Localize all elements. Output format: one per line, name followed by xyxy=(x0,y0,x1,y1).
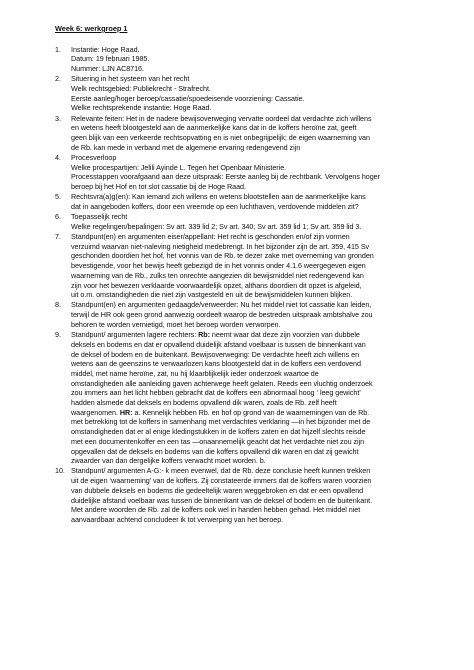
text-line: de deksel of bodem en de buitenkant. Bewijsoverweging: De verdachte heeft zich willens en xyxy=(71,349,360,359)
text-line: bevestigende, voor het bewijs heeft gebezigd de in het vonnis onder 4.1.6 weergegeven eigen xyxy=(71,261,366,271)
text-line: uit de eigen ‘waarneming’ van de koffers. Zij constateerde immers dat de koffers waren voorzien xyxy=(71,476,372,486)
text-line: wetens aan de geenszins te verwaarlozen kans blootgesteld dat in de koffers een verdovend xyxy=(71,359,361,369)
list-item-body xyxy=(71,212,445,231)
list-item-body xyxy=(71,114,445,153)
text-line: omstandigheden alle aanleiding gaven achterwege heeft gelaten. Reeds een vluchtig onderzoek xyxy=(71,378,373,388)
list-item-number: 10. xyxy=(55,466,65,476)
text-line: behoren te worden vernietigd, moet het beroep worden verworpen. xyxy=(71,319,281,329)
text-line: Welke regelingen/bepalingen: Sv art. 339 lid 2; Sv art. 340; Sv art. 359 lid 1; Sv art. 359 lid 3. xyxy=(71,221,362,231)
text-line: Met andere woorden de Rb. zal de koffers ook wel in handen hebben gehad. Het middel niet xyxy=(71,505,361,515)
text-line: de Rb. kan mede in verband met de algemene ervaring redengevend zijn xyxy=(71,142,301,152)
text-line: Procesverloop xyxy=(71,152,117,162)
list-item-body xyxy=(71,466,445,524)
text-line: Eerste aanleg/hoger beroep/cassatie/spoedeisende voorziening: Cassatie. xyxy=(71,93,305,103)
text-line: terwijl de HR ook geen grond aanwezig oordeelt waarop de bestreden uitspraak ambtshalve zou xyxy=(71,310,373,320)
list-item-body xyxy=(71,330,445,466)
list-item-number: 1. xyxy=(55,44,61,54)
list-item xyxy=(55,153,445,192)
text-line: met betrekking tot de koffers in samenhang met verdachtes verklaring —in het bijzonder met de xyxy=(71,417,371,427)
list-item-body xyxy=(71,300,445,329)
text-line: geschonden doordien het hof, het vonnis van de Rb. te dezer zake met overneming van gronden xyxy=(71,251,374,261)
text-line: Welk rechtsgebied: Publiekrecht - Strafrecht. xyxy=(71,84,211,94)
text-line: Welke rechtsprekende instantie: Hoge Raad. xyxy=(71,103,212,113)
text-line: Standpunt(en) en argumenten gedaagde/verweerder: Nu het middel niet tot cassatie kan leiden, xyxy=(71,300,372,310)
list-item xyxy=(55,45,445,74)
document-body xyxy=(55,24,445,525)
list-item xyxy=(55,74,445,113)
list-item-body xyxy=(71,45,445,74)
text-line: Standpunt/ argumenten A-G:- k meen evenwel, dat de Rb. deze conclusie heeft kunnen trekken xyxy=(71,466,371,476)
list-item-number: 6. xyxy=(55,212,61,222)
text-line: Datum: 19 februari 1985. xyxy=(71,54,150,64)
list-item-number: 9. xyxy=(55,330,61,340)
text-line: Situering in het systeem van het recht xyxy=(71,74,190,84)
page-title: Week 6: werkgroep 1 xyxy=(55,24,128,33)
text-line: opgevallen dat de deksels en bodems van die koffers opvallend dik waren en dat zij gewicht xyxy=(71,446,359,456)
text-line: Nummer: LJN AC8716. xyxy=(71,64,144,74)
list-item-body xyxy=(71,192,445,211)
text-line: verzuimd waarvan niet-naleving nietigheid medebrengt. In het bijzonder zijn de art. 359, 415 Sv xyxy=(71,241,370,251)
list-item-number: 3. xyxy=(55,113,61,123)
text-line: Processtappen voorafgaand aan deze uitspraak: Eerste aanleg bij de rechtbank. Vervolgens hoger xyxy=(71,172,380,182)
list-item xyxy=(55,466,445,524)
text-line: dat in aangeboden koffers, door een vreemde op een luchthaven, verdovende middelen zit? xyxy=(71,201,359,211)
text-line: en wetens heeft blootgesteld aan de aanmerkelijke kans dat in de koffers heroïne zat, geeft xyxy=(71,123,357,133)
text-line: Instantie: Hoge Raad. xyxy=(71,44,140,54)
text-line: zwaarder van dan dergelijke koffers verwacht moet worden. b. xyxy=(71,456,266,466)
text-line: Rechtsvra(a)g(en): Kan iemand zich willens en wetens blootstellen aan de aanmerkelijke kans xyxy=(71,192,366,202)
list-item xyxy=(55,300,445,329)
list-item-number: 5. xyxy=(55,192,61,202)
list-item-body xyxy=(71,232,445,300)
text-line: Toepasselijk recht xyxy=(71,212,128,222)
list-item-number: 8. xyxy=(55,300,61,310)
list-item-number: 2. xyxy=(55,74,61,84)
text-line: Relevante feiten: Het in de nadere bewijsoverweging vervatte oordeel dat verdachte zich willens xyxy=(71,113,372,123)
text-line: Welke procespartijen: Jelili Ayinde L. Tegen het Openbaar Ministerie. xyxy=(71,162,287,172)
text-line: beroep bij het Hof en tot slot cassatie bij de Hoge Raad. xyxy=(71,182,246,192)
text-line: waarneming van de Rb., zulks ten onrechte aangezien dit bewijsmiddel niet redengevend kan xyxy=(71,270,364,280)
text-line: waargenomen. HR: a. Kennelijk hebben Rb. en hof op grond van de waarnemingen van de Rb. xyxy=(71,407,370,417)
list-item xyxy=(55,330,445,466)
text-line: zou immers aan het licht hebben gebracht dat de koffers een abnormaal hoog ‘ leeg gewicht’ xyxy=(71,388,361,398)
list-item-body xyxy=(71,153,445,192)
text-line: met een documentenkoffer en een tas —onaannemelijk geacht dat het verdachte niet zou zijn xyxy=(71,436,365,446)
list-item xyxy=(55,114,445,153)
text-line: Standpunt/ argumenten lagere rechters: Rb: neemt waar dat deze zijn voorzien van dubbele xyxy=(71,330,360,340)
list-item-body xyxy=(71,74,445,113)
text-line: van dubbele deksels en bodems die gedeeltelijk waren weggebroken en dat er een opvallend xyxy=(71,485,364,495)
list-item xyxy=(55,232,445,300)
text-line: omstandigheden dat er al enige kledingstukken in de koffers zaten en dat hijzelf slechts reisde xyxy=(71,427,366,437)
text-line: duidelijke afstand voelbaar was tussen de binnenkant van de deksel of bodem en de buitenkant. xyxy=(71,495,373,505)
text-line: deksels en bodems en dat er opvallend duidelijk afstand voelbaar is tussen de binnenkant van xyxy=(71,339,366,349)
numbered-list xyxy=(55,45,445,525)
list-item xyxy=(55,192,445,211)
text-line: aanvaardbaar achtend concludeer ik tot verwerping van het beroep. xyxy=(71,514,284,524)
text-line: middel, met name heroïne, zat, nu hij klaarblijkelijk ieder onderzoek waartoe de xyxy=(71,368,319,378)
text-line: geen blijk van een verkeerde rechtsopvatting en is niet onbegrijpelijk; de eigen waarneming van xyxy=(71,133,370,143)
text-line: zijn voor het bewezen verklaarde voorwaardelijk opzet, althans doordien dit opzet is afgeleid, xyxy=(71,280,362,290)
text-line: uit o.m. omstandigheden die niet zijn vastgesteld en uit de bewijsmiddelen kunnen blijken. xyxy=(71,290,353,300)
list-item-number: 7. xyxy=(55,232,61,242)
list-item-number: 4. xyxy=(55,152,61,162)
text-line: Standpunt(en) en argumenten eiser/appellant: Het recht is geschonden en/of zijn vormen xyxy=(71,232,350,242)
text-line: hadden alsmede dat deksels en bodems opvallend dik waren, zoals de Rb. zelf heeft xyxy=(71,398,337,408)
list-item xyxy=(55,212,445,231)
